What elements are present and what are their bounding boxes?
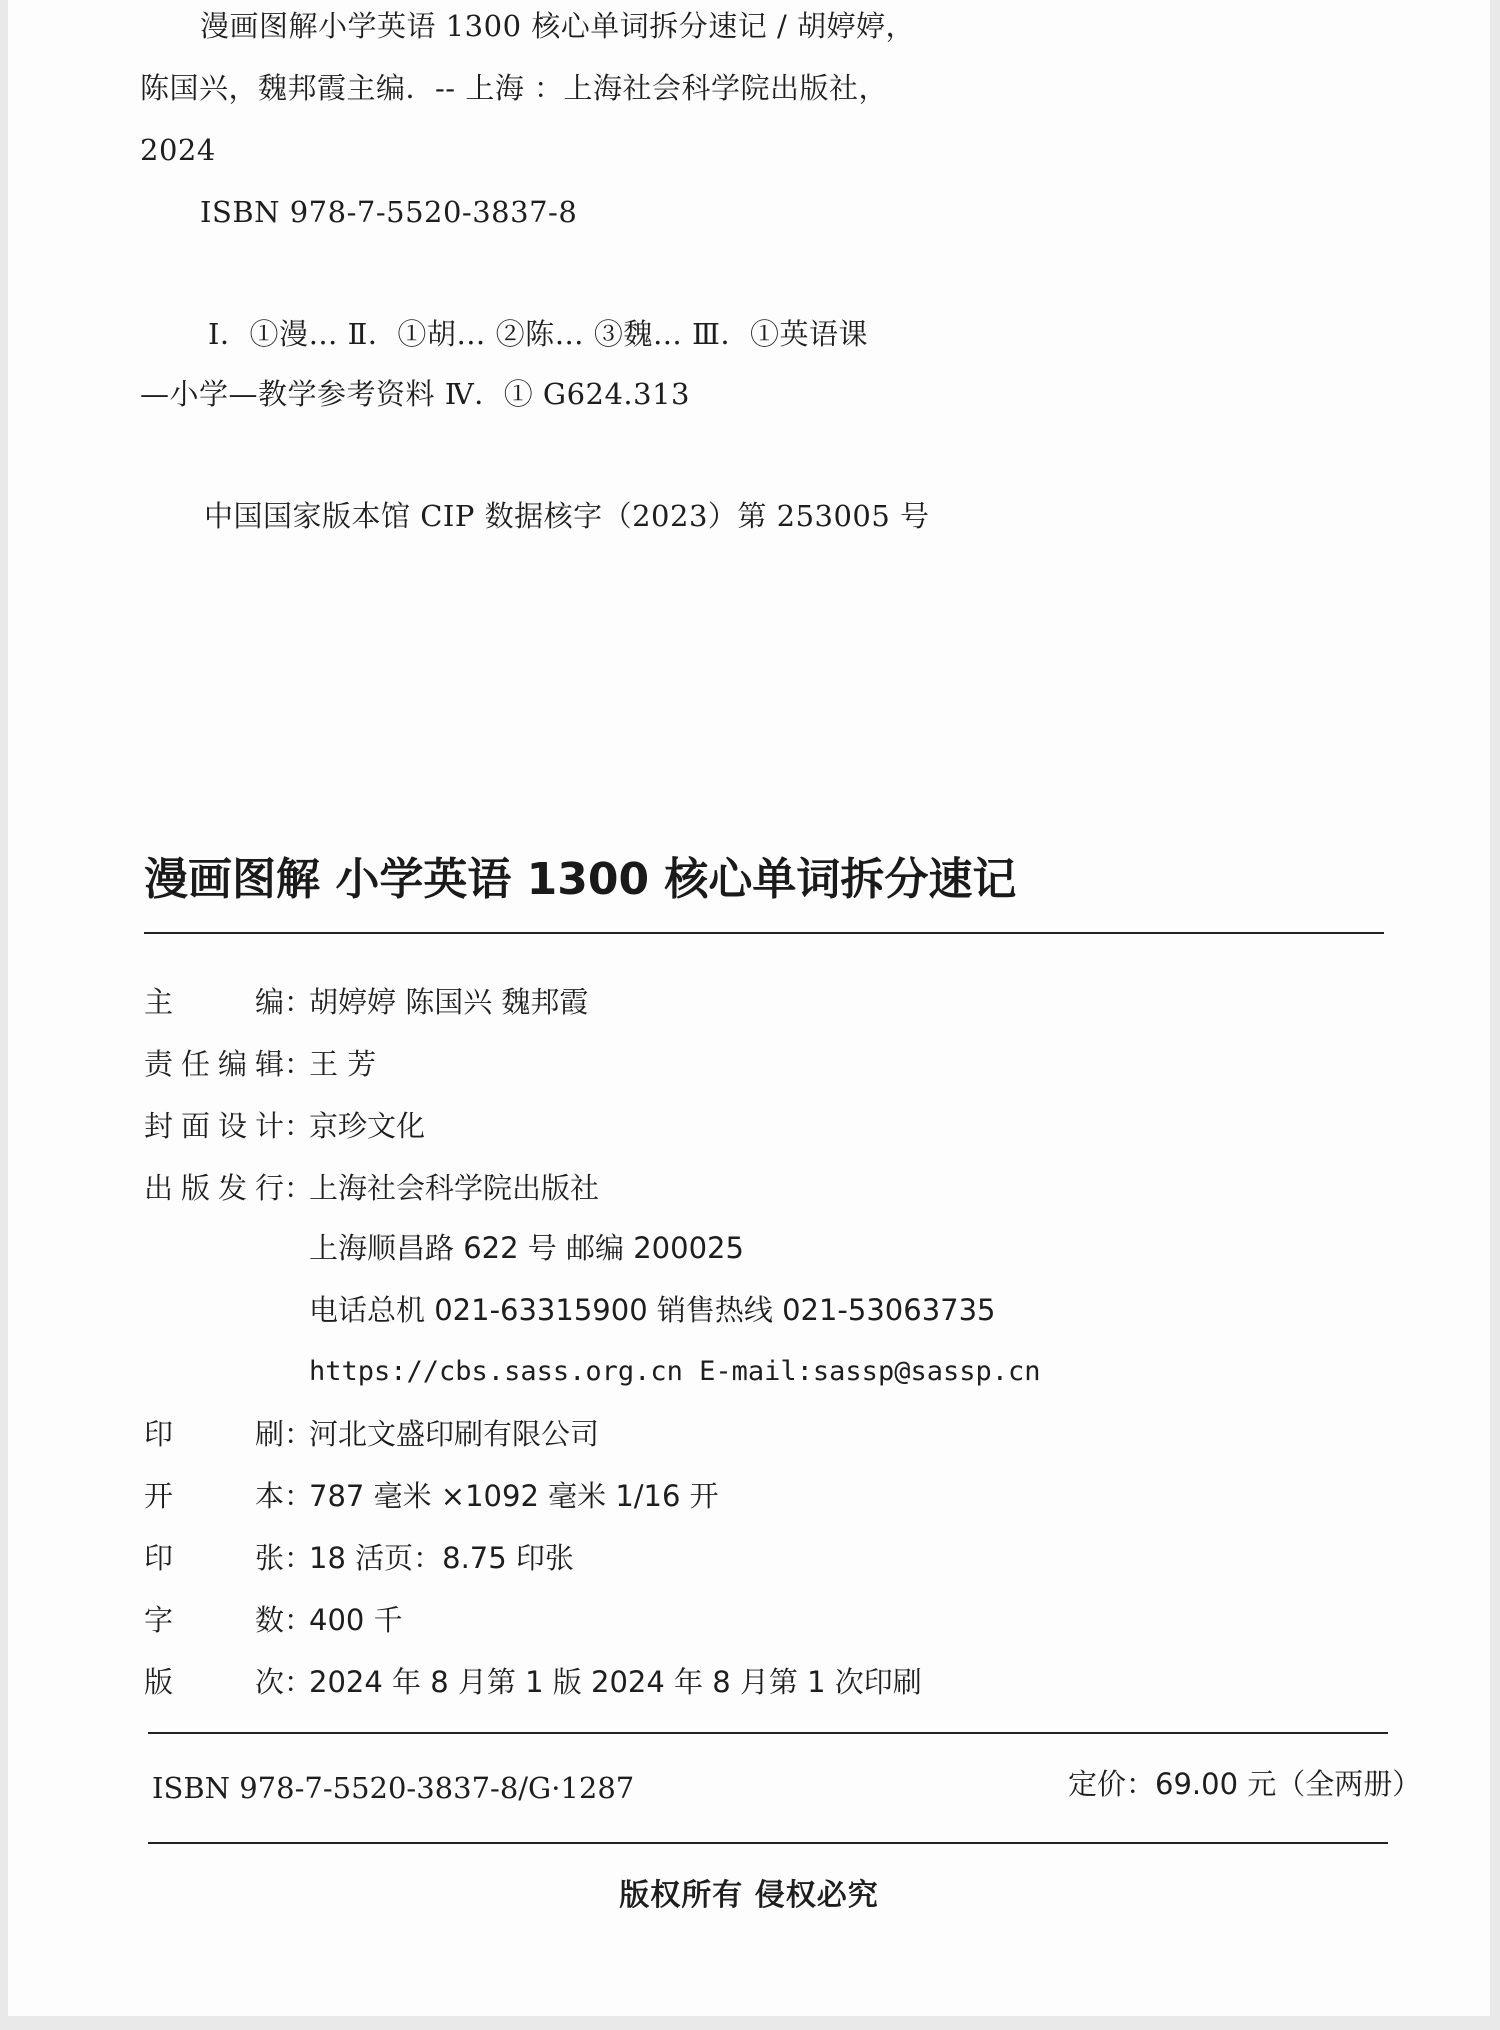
info-label: 印刷	[144, 1417, 284, 1451]
cip-data-block	[8, 0, 1490, 560]
info-label: 出版发行	[144, 1171, 284, 1205]
info-colon: ：	[284, 1603, 314, 1637]
info-colon: ：	[284, 1479, 314, 1513]
cip-isbn-line: ISBN 978-7-5520-3837-8	[200, 195, 578, 229]
cip-year-line: 2024	[140, 133, 216, 167]
info-value: 王 芳	[309, 1047, 377, 1081]
info-label: 主编	[144, 985, 284, 1019]
footer-isbn: ISBN 978-7-5520-3837-8/G·1287	[152, 1771, 635, 1805]
cip-number-line: 中国国家版本馆 CIP 数据核字（2023）第 253005 号	[204, 499, 930, 533]
publisher-phones: 电话总机 021-63315900 销售热线 021-53063735	[309, 1293, 996, 1327]
info-colon: ：	[284, 1417, 314, 1451]
footer-divider-top	[148, 1732, 1388, 1734]
info-value: 2024 年 8 月第 1 版 2024 年 8 月第 1 次印刷	[309, 1665, 922, 1699]
footer-divider-bottom	[148, 1842, 1388, 1844]
info-colon: ：	[284, 985, 314, 1019]
copyright-notice: 版权所有 侵权必究	[619, 1878, 879, 1913]
publisher-web: https://cbs.sass.org.cn E-mail:sassp@sassp.cn	[309, 1356, 1041, 1387]
info-colon: ：	[284, 1541, 314, 1575]
cip-subject-line-2: —小学—教学参考资料 Ⅳ．① G624.313	[140, 377, 690, 411]
title-divider	[144, 932, 1384, 934]
info-label: 版次	[144, 1665, 284, 1699]
footer-price: 定价：69.00 元（全两册）	[1068, 1767, 1422, 1801]
info-value: 18 活页：8.75 印张	[309, 1541, 574, 1575]
copyright-page	[8, 0, 1490, 2016]
info-value: 胡婷婷 陈国兴 魏邦霞	[309, 985, 589, 1019]
info-value: 河北文盛印刷有限公司	[309, 1417, 600, 1451]
info-value: 400 千	[309, 1603, 403, 1637]
info-colon: ：	[284, 1047, 314, 1081]
info-label: 责任编辑	[144, 1047, 284, 1081]
publisher-address: 上海顺昌路 622 号 邮编 200025	[309, 1231, 744, 1265]
info-value: 京珍文化	[309, 1109, 426, 1143]
info-colon: ：	[284, 1109, 314, 1143]
info-label: 字数	[144, 1603, 284, 1637]
cip-subject-line-1: Ⅰ．①漫… Ⅱ．①胡… ②陈… ③魏… Ⅲ．①英语课	[208, 317, 869, 351]
info-label: 印张	[144, 1541, 284, 1575]
cip-authors-line: 陈国兴，魏邦霞主编．-- 上海 ：上海社会科学院出版社，	[140, 71, 889, 105]
book-title: 漫画图解 小学英语 1300 核心单词拆分速记	[144, 854, 1017, 905]
info-value: 787 毫米 ×1092 毫米 1/16 开	[309, 1479, 719, 1513]
info-colon: ：	[284, 1665, 314, 1699]
info-label: 封面设计	[144, 1109, 284, 1143]
info-value: 上海社会科学院出版社	[309, 1171, 600, 1205]
info-label: 开本	[144, 1479, 284, 1513]
cip-title-line: 漫画图解小学英语 1300 核心单词拆分速记 / 胡婷婷，	[200, 9, 915, 43]
info-colon: ：	[284, 1171, 314, 1205]
